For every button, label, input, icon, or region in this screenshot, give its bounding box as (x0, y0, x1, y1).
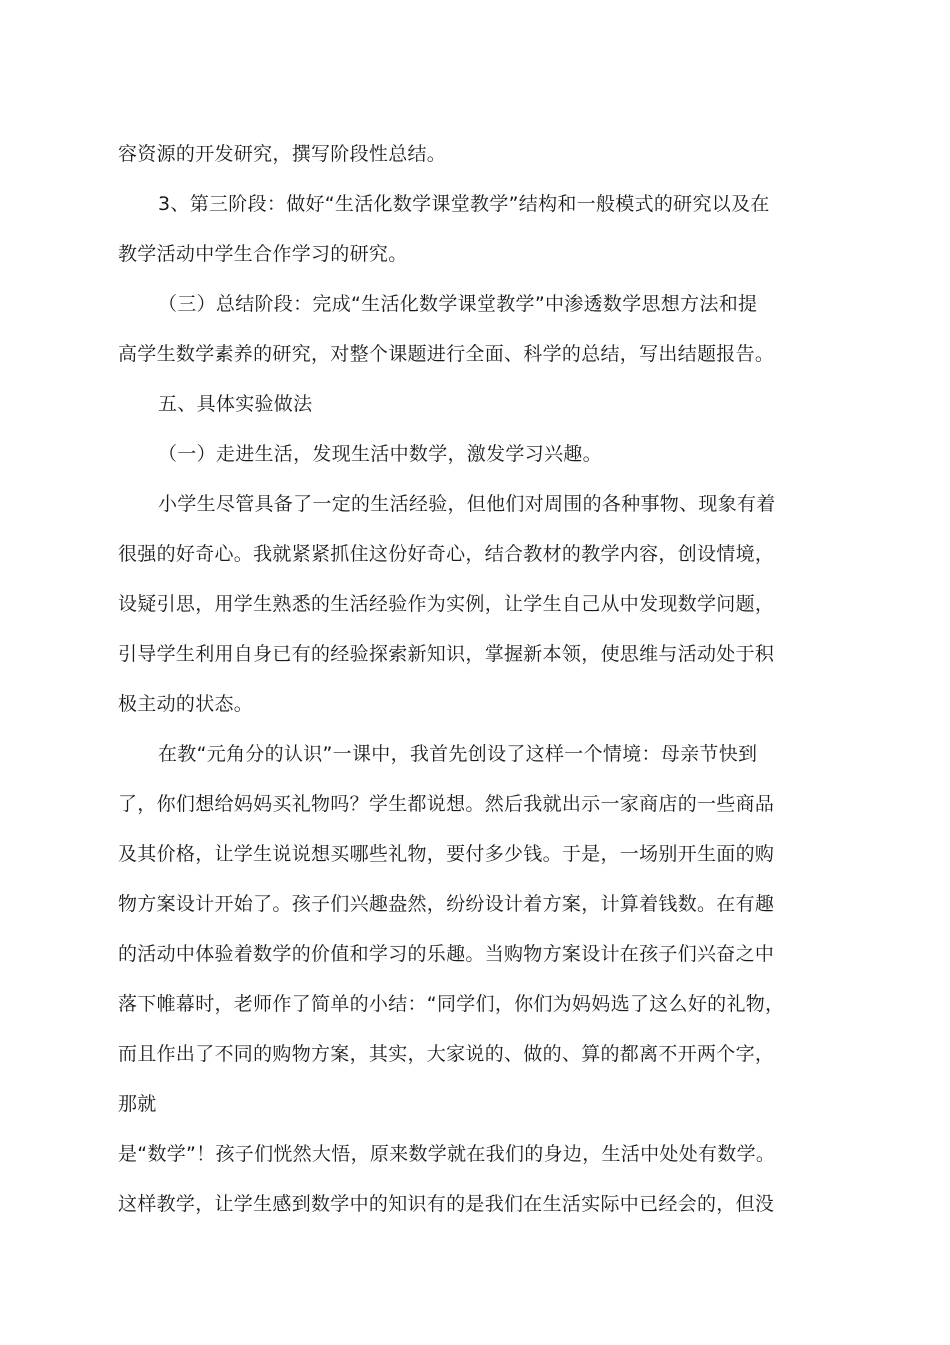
text-line: 了，你们想给妈妈买礼物吗？学生都说想。然后我就出示一家商店的一些商品 (118, 793, 775, 815)
section-heading: 五、具体实验做法 (158, 393, 313, 415)
text-line: 极主动的状态。 (118, 693, 254, 715)
text-line: 及其价格，让学生说说想买哪些礼物，要付多少钱。于是，一场别开生面的购 (118, 843, 775, 865)
text-line: （三）总结阶段：完成“生活化数学课堂教学”中渗透数学思想方法和提 (158, 293, 758, 315)
text-line: 教学活动中学生合作学习的研究。 (118, 243, 408, 265)
text-line: 那就 (118, 1093, 157, 1115)
subsection-heading: （一）走进生活，发现生活中数学，激发学习兴趣。 (158, 443, 602, 465)
text-line: 物方案设计开始了。孩子们兴趣盎然，纷纷设计着方案，计算着钱数。在有趣 (118, 893, 775, 915)
text-line: 引导学生利用自身已有的经验探索新知识，掌握新本领，使思维与活动处于积 (118, 643, 775, 665)
text-line: 容资源的开发研究，撰写阶段性总结。 (118, 143, 447, 165)
text-line: 这样教学，让学生感到数学中的知识有的是我们在生活实际中已经会的，但没 (118, 1193, 775, 1215)
text-line: 小学生尽管具备了一定的生活经验，但他们对周围的各种事物、现象有着 (158, 493, 776, 515)
text-line: 落下帷幕时，老师作了简单的小结：“同学们，你们为妈妈选了这么好的礼物， (118, 993, 785, 1015)
text-line: 而且作出了不同的购物方案，其实，大家说的、做的、算的都离不开两个字， (118, 1043, 775, 1065)
text-line: 很强的好奇心。我就紧紧抓住这份好奇心，结合教材的教学内容，创设情境， (118, 543, 775, 565)
text-line: 是“数学”！孩子们恍然大悟，原来数学就在我们的身边，生活中处处有数学。 (118, 1143, 776, 1165)
text-line: 设疑引思，用学生熟悉的生活经验作为实例，让学生自己从中发现数学问题， (118, 593, 775, 615)
text-line: 3、第三阶段：做好“生活化数学课堂教学”结构和一般模式的研究以及在 (158, 193, 770, 215)
text-line: 高学生数学素养的研究，对整个课题进行全面、科学的总结，写出结题报告。 (118, 343, 775, 365)
text-line: 在教“元角分的认识”一课中，我首先创设了这样一个情境：母亲节快到 (158, 743, 758, 765)
text-line: 的活动中体验着数学的价值和学习的乐趣。当购物方案设计在孩子们兴奋之中 (118, 943, 775, 965)
